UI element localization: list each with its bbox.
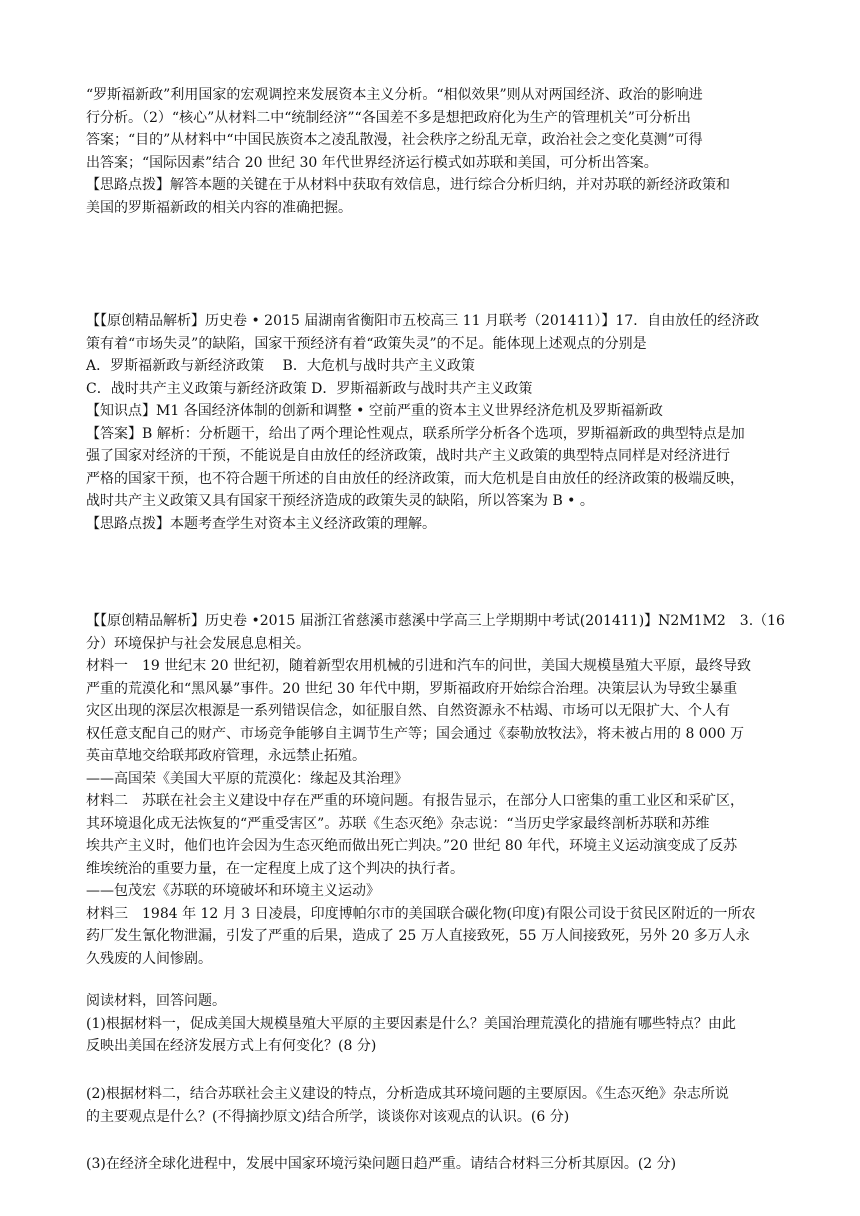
question-stem: 策有着“市场失灵”的缺陷，国家干预经济有着“政策失灵”的不足。能体现上述观点的分别是	[86, 335, 647, 352]
answer-line: 战时共产主义政策又具有国家干预经济造成的政策失灵的缺陷，所以答案为 B • 。	[86, 493, 594, 509]
material-line: 药厂发生氰化物泄漏，引发了严重的后果，造成了 25 万人直接致死，55 万人间接致死，另外 20 多万人永	[86, 928, 750, 944]
material-line: 维埃统治的重要力量，在一定程度上成了这个判决的执行者。	[86, 860, 464, 877]
analysis-continuation	[86, 84, 776, 219]
material-line: 材料三 1984 年 12 月 3 日凌晨，印度博帕尔市的美国联合碳化物(印度)有限公司设于贫民区附近的一所农	[86, 905, 756, 922]
material-line: 英亩草地交给联邦政府管理，永远禁止拓殖。	[86, 748, 366, 764]
material-line: 埃共产主义时，他们也许会因为生态灭绝而做出死亡判决。”20 世纪 80 年代，环境主义运动演变成了反苏	[86, 838, 738, 854]
material-line: 严重的荒漠化和“黑风暴”事件。20 世纪 30 年代中期，罗斯福政府开始综合治理。决策层认为导致尘暴重	[86, 680, 738, 697]
question-3-materials	[86, 610, 785, 970]
question-header: 【【原创精品解析】历史卷 •2015 届浙江省慈溪市慈溪中学高三上学期期中考试(201411)】N2M1M2 3.（16	[86, 613, 785, 629]
option-line: C．战时共产主义政策与新经济政策 D．罗斯福新政与战时共产主义政策	[86, 380, 533, 397]
hint-line: 【思路点拨】本题考查学生对资本主义经济政策的理解。	[86, 515, 436, 532]
text-line: 答案；“目的”从材料中“中国民族资本之凌乱散漫，社会秩序之纷乱无章，政治社会之变化莫测”可得	[86, 132, 703, 148]
question-header: 分）环境保护与社会发展息息相关。	[86, 635, 310, 652]
knowledge-point: 【知识点】M1 各国经济体制的创新和调整 • 空前严重的资本主义世界经济危机及罗斯福新政	[86, 403, 663, 419]
material-line: 材料二 苏联在社会主义建设中存在严重的环境问题。有报告显示，在部分人口密集的重工业区和采矿区，	[86, 793, 744, 809]
option-line: A．罗斯福新政与新经济政策 B．大危机与战时共产主义政策	[86, 358, 475, 374]
question-3-subquestion-2	[86, 1083, 776, 1128]
question-3-subquestion-3	[86, 1153, 776, 1176]
material-line: 材料一 19 世纪末 20 世纪初，随着新型农用机械的引进和汽车的问世，美国大规模垦殖大平原，最终导致	[86, 658, 751, 674]
hint-line: 美国的罗斯福新政的相关内容的准确把握。	[86, 199, 352, 216]
question-17	[86, 310, 776, 535]
subquestion-1: (1)根据材料一，促成美国大规模垦殖大平原的主要因素是什么？美国治理荒漠化的措施有哪些特点？由此	[86, 1015, 736, 1032]
question-3-subquestions	[86, 990, 776, 1058]
source-line: ——包茂宏《苏联的环境破坏和环境主义运动》	[86, 883, 380, 899]
subquestion-2: 的主要观点是什么？(不得摘抄原文)结合所学，谈谈你对该观点的认识。(6 分)	[86, 1108, 570, 1125]
instruction-line: 阅读材料，回答问题。	[86, 993, 226, 1009]
material-line: 其环境退化成无法恢复的“严重受害区”。苏联《生态灭绝》杂志说：“当历史学家最终剖析苏联和苏维	[86, 815, 710, 832]
answer-line: 【答案】B 解析：分析题干，给出了两个理论性观点，联系所学分析各个选项，罗斯福新政的典型特点是加	[86, 425, 745, 442]
answer-line: 严格的国家干预，也不符合题干所述的自由放任的经济政策，而大危机是自由放任的经济政策的极端反映，	[86, 470, 744, 487]
subquestion-1: 反映出美国在经济发展方式上有何变化？(8 分)	[86, 1038, 377, 1054]
material-line: 权任意支配自己的财产、市场竞争能够自主调节生产等；国会通过《泰勒放牧法》，将未被占用的 8 000 万	[86, 725, 744, 742]
text-line: “罗斯福新政”利用国家的宏观调控来发展资本主义分析。“相似效果”则从对两国经济、政治的影响进	[86, 87, 703, 103]
source-line: ——高国荣《美国大平原的荒漠化：缘起及其治理》	[86, 770, 408, 787]
material-line: 灾区出现的深层次根源是一系列错误信念，如征服自然、自然资源永不枯竭、市场可以无限扩大、个人有	[86, 703, 730, 719]
question-header: 【【原创精品解析】历史卷 • 2015 届湖南省衡阳市五校高三 11 月联考（201411）】17．自由放任的经济政	[86, 313, 760, 329]
material-line: 久残废的人间惨剧。	[86, 950, 212, 967]
hint-line: 【思路点拨】解答本题的关键在于从材料中获取有效信息，进行综合分析归纳，并对苏联的新经济政策和	[86, 177, 730, 193]
text-line: 出答案；“国际因素”结合 20 世纪 30 年代世界经济运行模式如苏联和美国，可分析出答案。	[86, 154, 658, 171]
subquestion-3: (3)在经济全球化进程中，发展中国家环境污染问题日趋严重。请结合材料三分析其原因。(2 分)	[86, 1156, 677, 1172]
answer-line: 强了国家对经济的干预，不能说是自由放任的经济政策，战时共产主义政策的典型特点同样是对经济进行	[86, 448, 730, 464]
text-line: 行分析。（2）“核心”从材料二中“统制经济”“各国差不多是想把政府化为生产的管理机关”可分析出	[86, 109, 691, 126]
subquestion-2: (2)根据材料二，结合苏联社会主义建设的特点，分析造成其环境问题的主要原因。《生态灭绝》杂志所说	[86, 1086, 729, 1102]
